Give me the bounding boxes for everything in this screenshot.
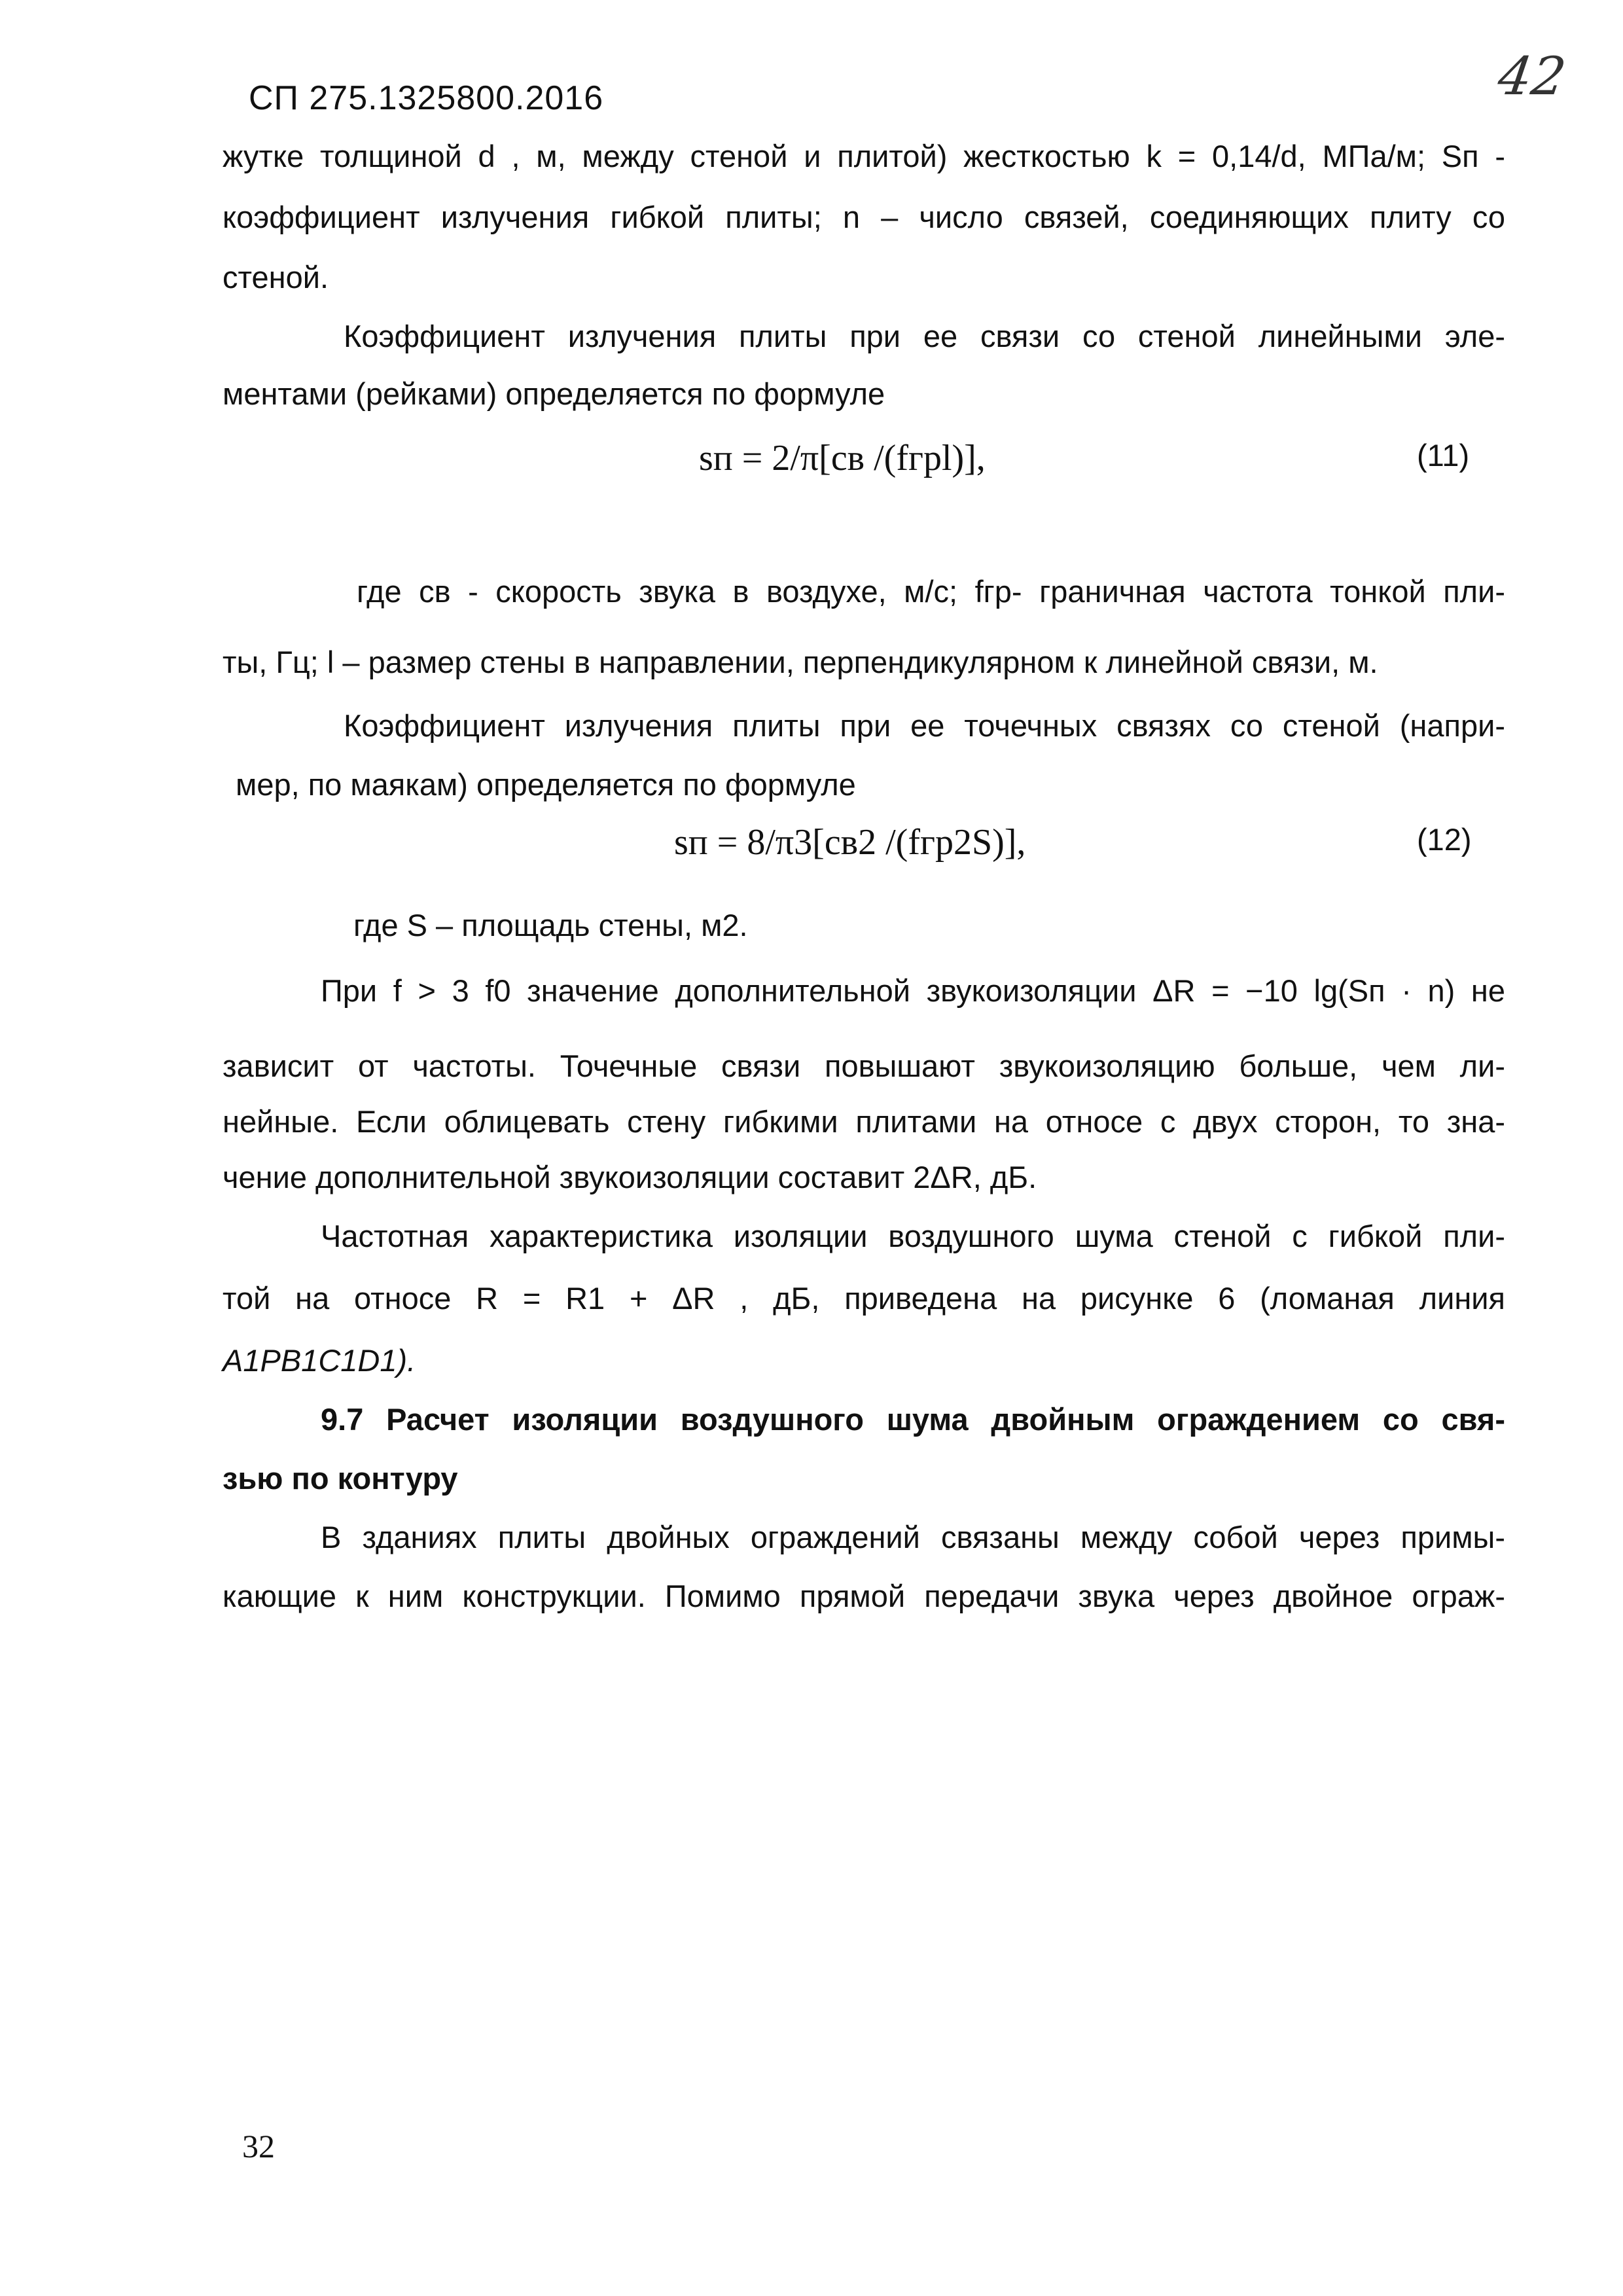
document-code: СП 275.1325800.2016 (249, 79, 604, 117)
para1-line3: стеной. (223, 260, 329, 295)
formula-11 (699, 437, 986, 479)
para6-line4: чение дополнительной звукоизоляции составит 2ΔR, дБ. (223, 1160, 1037, 1194)
para2-line1: Коэффициент излучения плиты при ее связи со стеной линейными эле- (344, 319, 1505, 353)
equation-number-11: (11) (1417, 438, 1470, 473)
para3-line1: где cв - скорость звука в воздухе, м/с; fгр- граничная частота тонкой пли- (357, 574, 1505, 609)
section-heading-line1: 9.7 Расчет изоляции воздушного шума двойным ограждением со свя- (321, 1402, 1505, 1437)
para3-line2: ты, Гц; l – размер стены в направлении, перпендикулярном к линейной связи, м. (223, 645, 1378, 679)
para4-line1: Коэффициент излучения плиты при ее точечных связях со стеной (напри- (344, 708, 1505, 743)
para8-line2: кающие к ним конструкции. Помимо прямой передачи звука через двойное ограж- (223, 1579, 1505, 1613)
section-heading-line2: зью по контуру (223, 1461, 458, 1496)
para6-line3: нейные. Если облицевать стену гибкими плитами на относе с двух сторон, то зна- (223, 1104, 1505, 1139)
formula-11-text: sп = 2/π[cв /(fгрl)], (699, 438, 986, 478)
formula-12-text: sп = 8/π3[cв2 /(fгр2S)], (674, 822, 1026, 863)
para5-line1: где S – площадь стены, м2. (353, 908, 748, 942)
handwritten-page-number: 42 (1494, 46, 1570, 107)
page-number: 32 (242, 2128, 275, 2164)
para1-line2: коэффициент излучения гибкой плиты; n – число связей, соединяющих плиту со (223, 200, 1505, 234)
formula-12 (674, 821, 1026, 863)
para7-line2: той на относе R = R1 + ΔR , дБ, приведена на рисунке 6 (ломаная линия (223, 1281, 1505, 1316)
para7-line1: Частотная характеристика изоляции воздушного шума стеной с гибкой пли- (321, 1219, 1505, 1253)
para4-line2: мер, по маякам) определяется по формуле (236, 767, 856, 802)
para1-line1: жутке толщиной d , м, между стеной и плитой) жесткостью k = 0,14/d, МПа/м; Sп - (223, 139, 1505, 173)
para8-line1: В зданиях плиты двойных ограждений связаны между собой через примы- (321, 1520, 1505, 1554)
equation-number-12: (12) (1417, 822, 1472, 857)
para2-line2: ментами (рейками) определяется по формуле (223, 376, 885, 411)
para7-line3: A1PB1C1D1). (223, 1343, 416, 1378)
para6-line2: зависит от частоты. Точечные связи повышают звукоизоляцию больше, чем ли- (223, 1049, 1505, 1083)
para6-line1: При f > 3 f0 значение дополнительной звукоизоляции ΔR = −10 lg(Sп · n) не (321, 973, 1505, 1008)
